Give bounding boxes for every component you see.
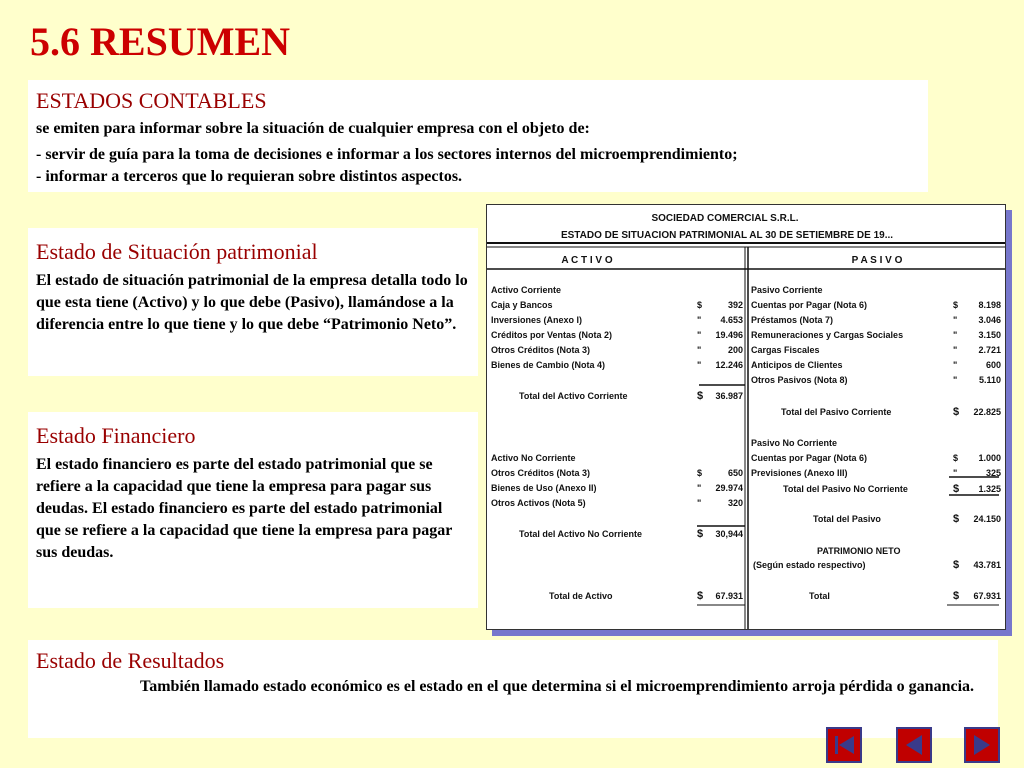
page-title: 5.6 RESUMEN xyxy=(30,19,291,64)
balance-subtitle: ESTADO DE SITUACION PATRIMONIAL AL 30 DE SETIEMBRE DE 19... xyxy=(560,230,894,241)
previous-slide-button[interactable] xyxy=(896,727,932,763)
activo-header: A C T I V O xyxy=(561,255,613,266)
total-activo-value: 67.931 xyxy=(715,591,743,601)
pasivo-no-corriente-item-symbol: $ xyxy=(953,453,959,463)
pasivo-corriente-item: Cuentas por Pagar (Nota 6) xyxy=(751,300,868,310)
total-label: Total xyxy=(809,591,830,601)
pasivo-no-corriente-item-value: 325 xyxy=(985,468,1001,478)
pasivo-header: P A S I V O xyxy=(851,255,903,266)
pasivo-no-corriente-total-symbol: $ xyxy=(953,483,960,495)
estado-financiero-box xyxy=(28,412,478,608)
activo-corriente-item: Otros Créditos (Nota 3) xyxy=(491,345,591,355)
pasivo-corriente-item-symbol: " xyxy=(953,315,958,325)
pasivo-no-corriente-total-value: 1.325 xyxy=(978,484,1001,494)
activo-corriente-item-value: 19.496 xyxy=(715,330,743,340)
situacion-patrimonial-heading: Estado de Situación patrimonial xyxy=(36,239,318,264)
activo-corriente-total-value: 36.987 xyxy=(715,391,743,401)
pasivo-corriente-item-symbol: " xyxy=(953,345,958,355)
activo-no-corriente-item-value: 29.974 xyxy=(715,483,743,493)
pasivo-corriente-item-value: 5.110 xyxy=(978,375,1001,385)
pasivo-corriente-total-symbol: $ xyxy=(953,406,960,418)
pasivo-corriente-item-symbol: $ xyxy=(953,300,959,310)
estados-contables-box xyxy=(28,80,928,192)
pasivo-corriente-label: Pasivo Corriente xyxy=(751,285,823,295)
activo-corriente-item: Créditos por Ventas (Nota 2) xyxy=(491,330,613,340)
pasivo-no-corriente-item-value: 1.000 xyxy=(978,453,1001,463)
estados-contables-line2: - informar a terceros que lo requieran sobre distintos aspectos. xyxy=(36,168,463,185)
activo-corriente-item: Inversiones (Anexo I) xyxy=(491,315,583,325)
balance-sheet-image xyxy=(486,204,1006,630)
next-slide-icon xyxy=(966,729,998,761)
estado-financiero-heading: Estado Financiero xyxy=(36,423,196,448)
activo-no-corriente-item-value: 650 xyxy=(727,468,743,478)
pasivo-no-corriente-item-symbol: " xyxy=(953,468,958,478)
pasivo-no-corriente-total-label: Total del Pasivo No Corriente xyxy=(783,484,908,494)
activo-no-corriente-item-symbol: " xyxy=(697,483,702,493)
activo-corriente-total-label: Total del Activo Corriente xyxy=(519,391,628,401)
pasivo-no-corriente-item: Cuentas por Pagar (Nota 6) xyxy=(751,453,868,463)
activo-no-corriente-label: Activo No Corriente xyxy=(491,453,576,463)
activo-no-corriente-total-label: Total del Activo No Corriente xyxy=(519,529,643,539)
previous-slide-icon xyxy=(898,729,930,761)
total-activo-label: Total de Activo xyxy=(549,591,613,601)
estado-financiero-body: El estado financiero es parte del estado patrimonial que se refiere a la capacidad que tiene la empresa para pagar sus deudas. El estado financiero es parte del estado patrimonial que se refiere a la capacidad que tiene la empresa para pagar sus deudas. xyxy=(36,456,453,561)
pasivo-no-corriente-label: Pasivo No Corriente xyxy=(751,438,838,448)
estado-resultados-box xyxy=(28,640,998,738)
total-symbol: $ xyxy=(953,590,960,602)
activo-no-corriente-item: Otros Activos (Nota 5) xyxy=(491,498,586,508)
activo-no-corriente-item-symbol: " xyxy=(697,498,702,508)
activo-no-corriente-total-value: 30,944 xyxy=(715,529,743,539)
activo-corriente-item-symbol: " xyxy=(697,360,702,370)
patrimonio-value: 43.781 xyxy=(973,560,1001,570)
pasivo-corriente-item-symbol: " xyxy=(953,375,958,385)
activo-corriente-label: Activo Corriente xyxy=(491,285,562,295)
activo-corriente-item-symbol: " xyxy=(697,330,702,340)
estado-resultados-heading: Estado de Resultados xyxy=(36,648,225,673)
activo-corriente-item-value: 200 xyxy=(727,345,743,355)
patrimonio-label: PATRIMONIO NETO xyxy=(817,546,901,556)
pasivo-no-corriente-item: Previsiones (Anexo III) xyxy=(751,468,848,478)
pasivo-corriente-item: Otros Pasivos (Nota 8) xyxy=(751,375,848,385)
balance-company: SOCIEDAD COMERCIAL S.R.L. xyxy=(651,213,799,224)
total-pasivo-value: 24.150 xyxy=(973,514,1001,524)
next-slide-button[interactable] xyxy=(964,727,1000,763)
activo-corriente-item-value: 4.653 xyxy=(720,315,743,325)
pasivo-corriente-item-value: 8.198 xyxy=(978,300,1001,310)
pasivo-corriente-total-label: Total del Pasivo Corriente xyxy=(781,407,892,417)
pasivo-corriente-item: Remuneraciones y Cargas Sociales xyxy=(751,330,904,340)
estado-resultados-body: También llamado estado económico es el estado en el que determina si el microemprendimiento arroja pérdida o ganancia. xyxy=(140,678,975,695)
pasivo-corriente-item-value: 3.150 xyxy=(978,330,1001,340)
pasivo-corriente-item: Anticipos de Clientes xyxy=(751,360,843,370)
estados-contables-heading: ESTADOS CONTABLES xyxy=(36,88,267,113)
first-slide-button[interactable] xyxy=(826,727,862,763)
activo-corriente-item-symbol: " xyxy=(697,315,702,325)
first-slide-icon xyxy=(828,729,860,761)
total-value: 67.931 xyxy=(973,591,1001,601)
total-pasivo-label: Total del Pasivo xyxy=(813,514,881,524)
activo-corriente-item-symbol: $ xyxy=(697,300,703,310)
activo-corriente-item-value: 392 xyxy=(727,300,743,310)
pasivo-corriente-item: Préstamos (Nota 7) xyxy=(751,315,834,325)
estados-contables-intro: se emiten para informar sobre la situación de cualquier empresa con el objeto de: xyxy=(36,120,590,137)
total-pasivo-symbol: $ xyxy=(953,513,960,525)
activo-corriente-total-symbol: $ xyxy=(697,390,704,402)
pasivo-corriente-item-value: 3.046 xyxy=(978,315,1001,325)
situacion-patrimonial-box xyxy=(28,228,478,376)
pasivo-corriente-total-value: 22.825 xyxy=(973,407,1001,417)
activo-corriente-item-symbol: " xyxy=(697,345,702,355)
activo-corriente-item: Caja y Bancos xyxy=(491,300,553,310)
activo-corriente-item-value: 12.246 xyxy=(715,360,743,370)
situacion-patrimonial-body: El estado de situación patrimonial de la empresa detalla todo lo que esta tiene (Activo) y lo que debe (Pasivo), llamándose a la diferencia entre lo que tiene y lo que debe “Patrimonio Neto”. xyxy=(36,272,468,333)
activo-no-corriente-total-symbol: $ xyxy=(697,528,704,540)
estados-contables-line1: - servir de guía para la toma de decisiones e informar a los sectores internos del microemprendimiento; xyxy=(36,146,738,163)
pasivo-corriente-item-symbol: " xyxy=(953,360,958,370)
activo-no-corriente-item-symbol: $ xyxy=(697,468,703,478)
activo-no-corriente-item-value: 320 xyxy=(727,498,743,508)
pasivo-corriente-item-symbol: " xyxy=(953,330,958,340)
activo-corriente-item: Bienes de Cambio (Nota 4) xyxy=(491,360,606,370)
patrimonio-sub: (Según estado respectivo) xyxy=(753,560,866,570)
balance-sheet-svg xyxy=(487,205,1005,629)
pasivo-corriente-item-value: 2.721 xyxy=(978,345,1001,355)
activo-no-corriente-item: Bienes de Uso (Anexo II) xyxy=(491,483,597,493)
patrimonio-symbol: $ xyxy=(953,559,960,571)
activo-no-corriente-item: Otros Créditos (Nota 3) xyxy=(491,468,591,478)
pasivo-corriente-item: Cargas Fiscales xyxy=(751,345,820,355)
pasivo-corriente-item-value: 600 xyxy=(985,360,1001,370)
total-activo-symbol: $ xyxy=(697,590,704,602)
